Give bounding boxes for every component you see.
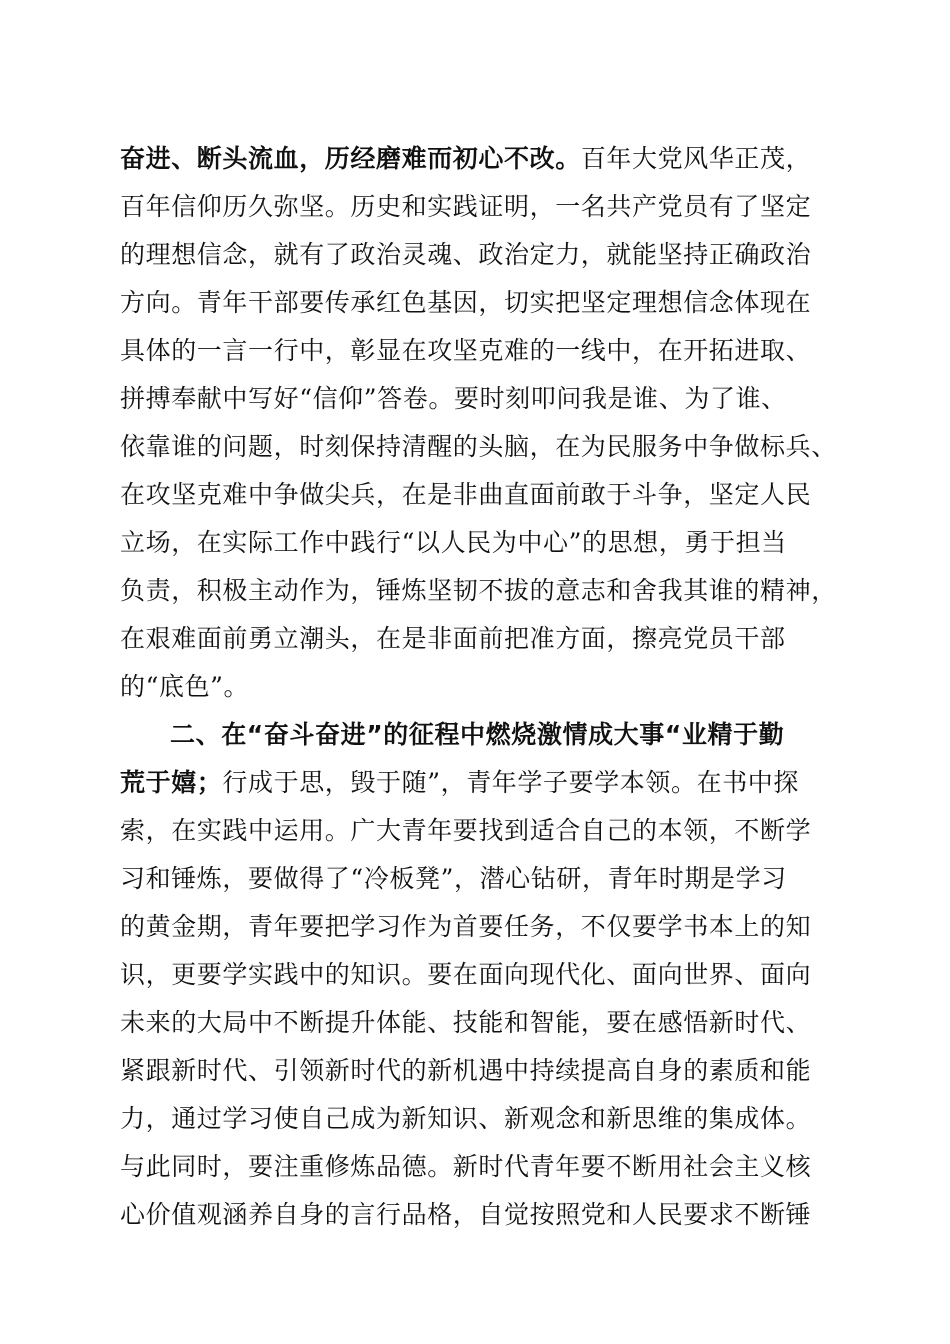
paragraph-1-line-12: 的“底色”。 <box>120 672 250 701</box>
paragraph-2-bold-continuation: 荒于嬉； <box>120 768 223 797</box>
paragraph-2-line-2 <box>120 761 840 805</box>
paragraph-2-line-5: 的黄金期，青年要把学习作为首要任务，不仅要学书本上的知 <box>120 912 812 941</box>
paragraph-2-heading: 二、在“奋斗奋进”的征程中燃烧激情成大事“业精于勤 <box>170 720 785 749</box>
paragraph-1-line-8: 在攻坚克难中争做尖兵，在是非曲直面前敢于斗争，坚定人民 <box>120 480 812 509</box>
paragraph-1-line-6: 拼搏奉献中写好“信仰”答卷。要时刻叩问我是谁、为了谁、 <box>120 384 787 413</box>
paragraph-2-line-11: 心价值观涵养自身的言行品格，自觉按照党和人民要求不断锤 <box>120 1200 812 1229</box>
paragraph-1-line-1 <box>120 137 840 181</box>
paragraph-2-line-2-rest: 行成于思，毁于随”，青年学子要学本领。在书中探 <box>222 768 799 797</box>
paragraph-1-line-7: 依靠谁的问题，时刻保持清醒的头脑，在为民服务中争做标兵、 <box>120 432 837 461</box>
paragraph-1-line-4: 方向。青年干部要传承红色基因，切实把坚定理想信念体现在 <box>120 288 812 317</box>
paragraph-1-line-11: 在艰难面前勇立潮头，在是非面前把准方面，擦亮党员干部 <box>120 624 786 653</box>
paragraph-2-line-8: 紧跟新时代、引领新时代的新机遇中持续提高自身的素质和能 <box>120 1056 812 1085</box>
paragraph-2-line-3: 索，在实践中运用。广大青年要找到适合自己的本领，不断学 <box>120 816 812 845</box>
paragraph-2-line-6: 识，更要学实践中的知识。要在面向现代化、面向世界、面向 <box>120 960 812 989</box>
paragraph-1-bold-lead: 奋进、断头流血，历经磨难而初心不改。 <box>120 144 581 173</box>
paragraph-1-line-5: 具体的一言一行中，彰显在攻坚克难的一线中，在开拓进取、 <box>120 336 812 365</box>
paragraph-1-line-10: 负责，积极主动作为，锤炼坚韧不拔的意志和舍我其谁的精神， <box>120 576 837 605</box>
paragraph-1-line-1-rest: 百年大党风华正茂， <box>580 144 812 173</box>
paragraph-1-line-2: 百年信仰历久弥坚。历史和实践证明，一名共产党员有了坚定 <box>120 192 812 221</box>
paragraph-2-line-7: 未来的大局中不断提升体能、技能和智能，要在感悟新时代、 <box>120 1008 812 1037</box>
paragraph-2-line-10: 与此同时，要注重修炼品德。新时代青年要不断用社会主义核 <box>120 1152 812 1181</box>
paragraph-2-line-4: 习和锤炼，要做得了“冷板凳”，潜心钻研，青年时期是学习 <box>120 864 787 893</box>
paragraph-1-line-9: 立场，在实际工作中践行“以人民为中心”的思想，勇于担当 <box>120 528 787 557</box>
paragraph-2-line-9: 力，通过学习使自己成为新知识、新观念和新思维的集成体。 <box>120 1104 812 1133</box>
paragraph-1-line-3: 的理想信念，就有了政治灵魂、政治定力，就能坚持正确政治 <box>120 240 812 269</box>
